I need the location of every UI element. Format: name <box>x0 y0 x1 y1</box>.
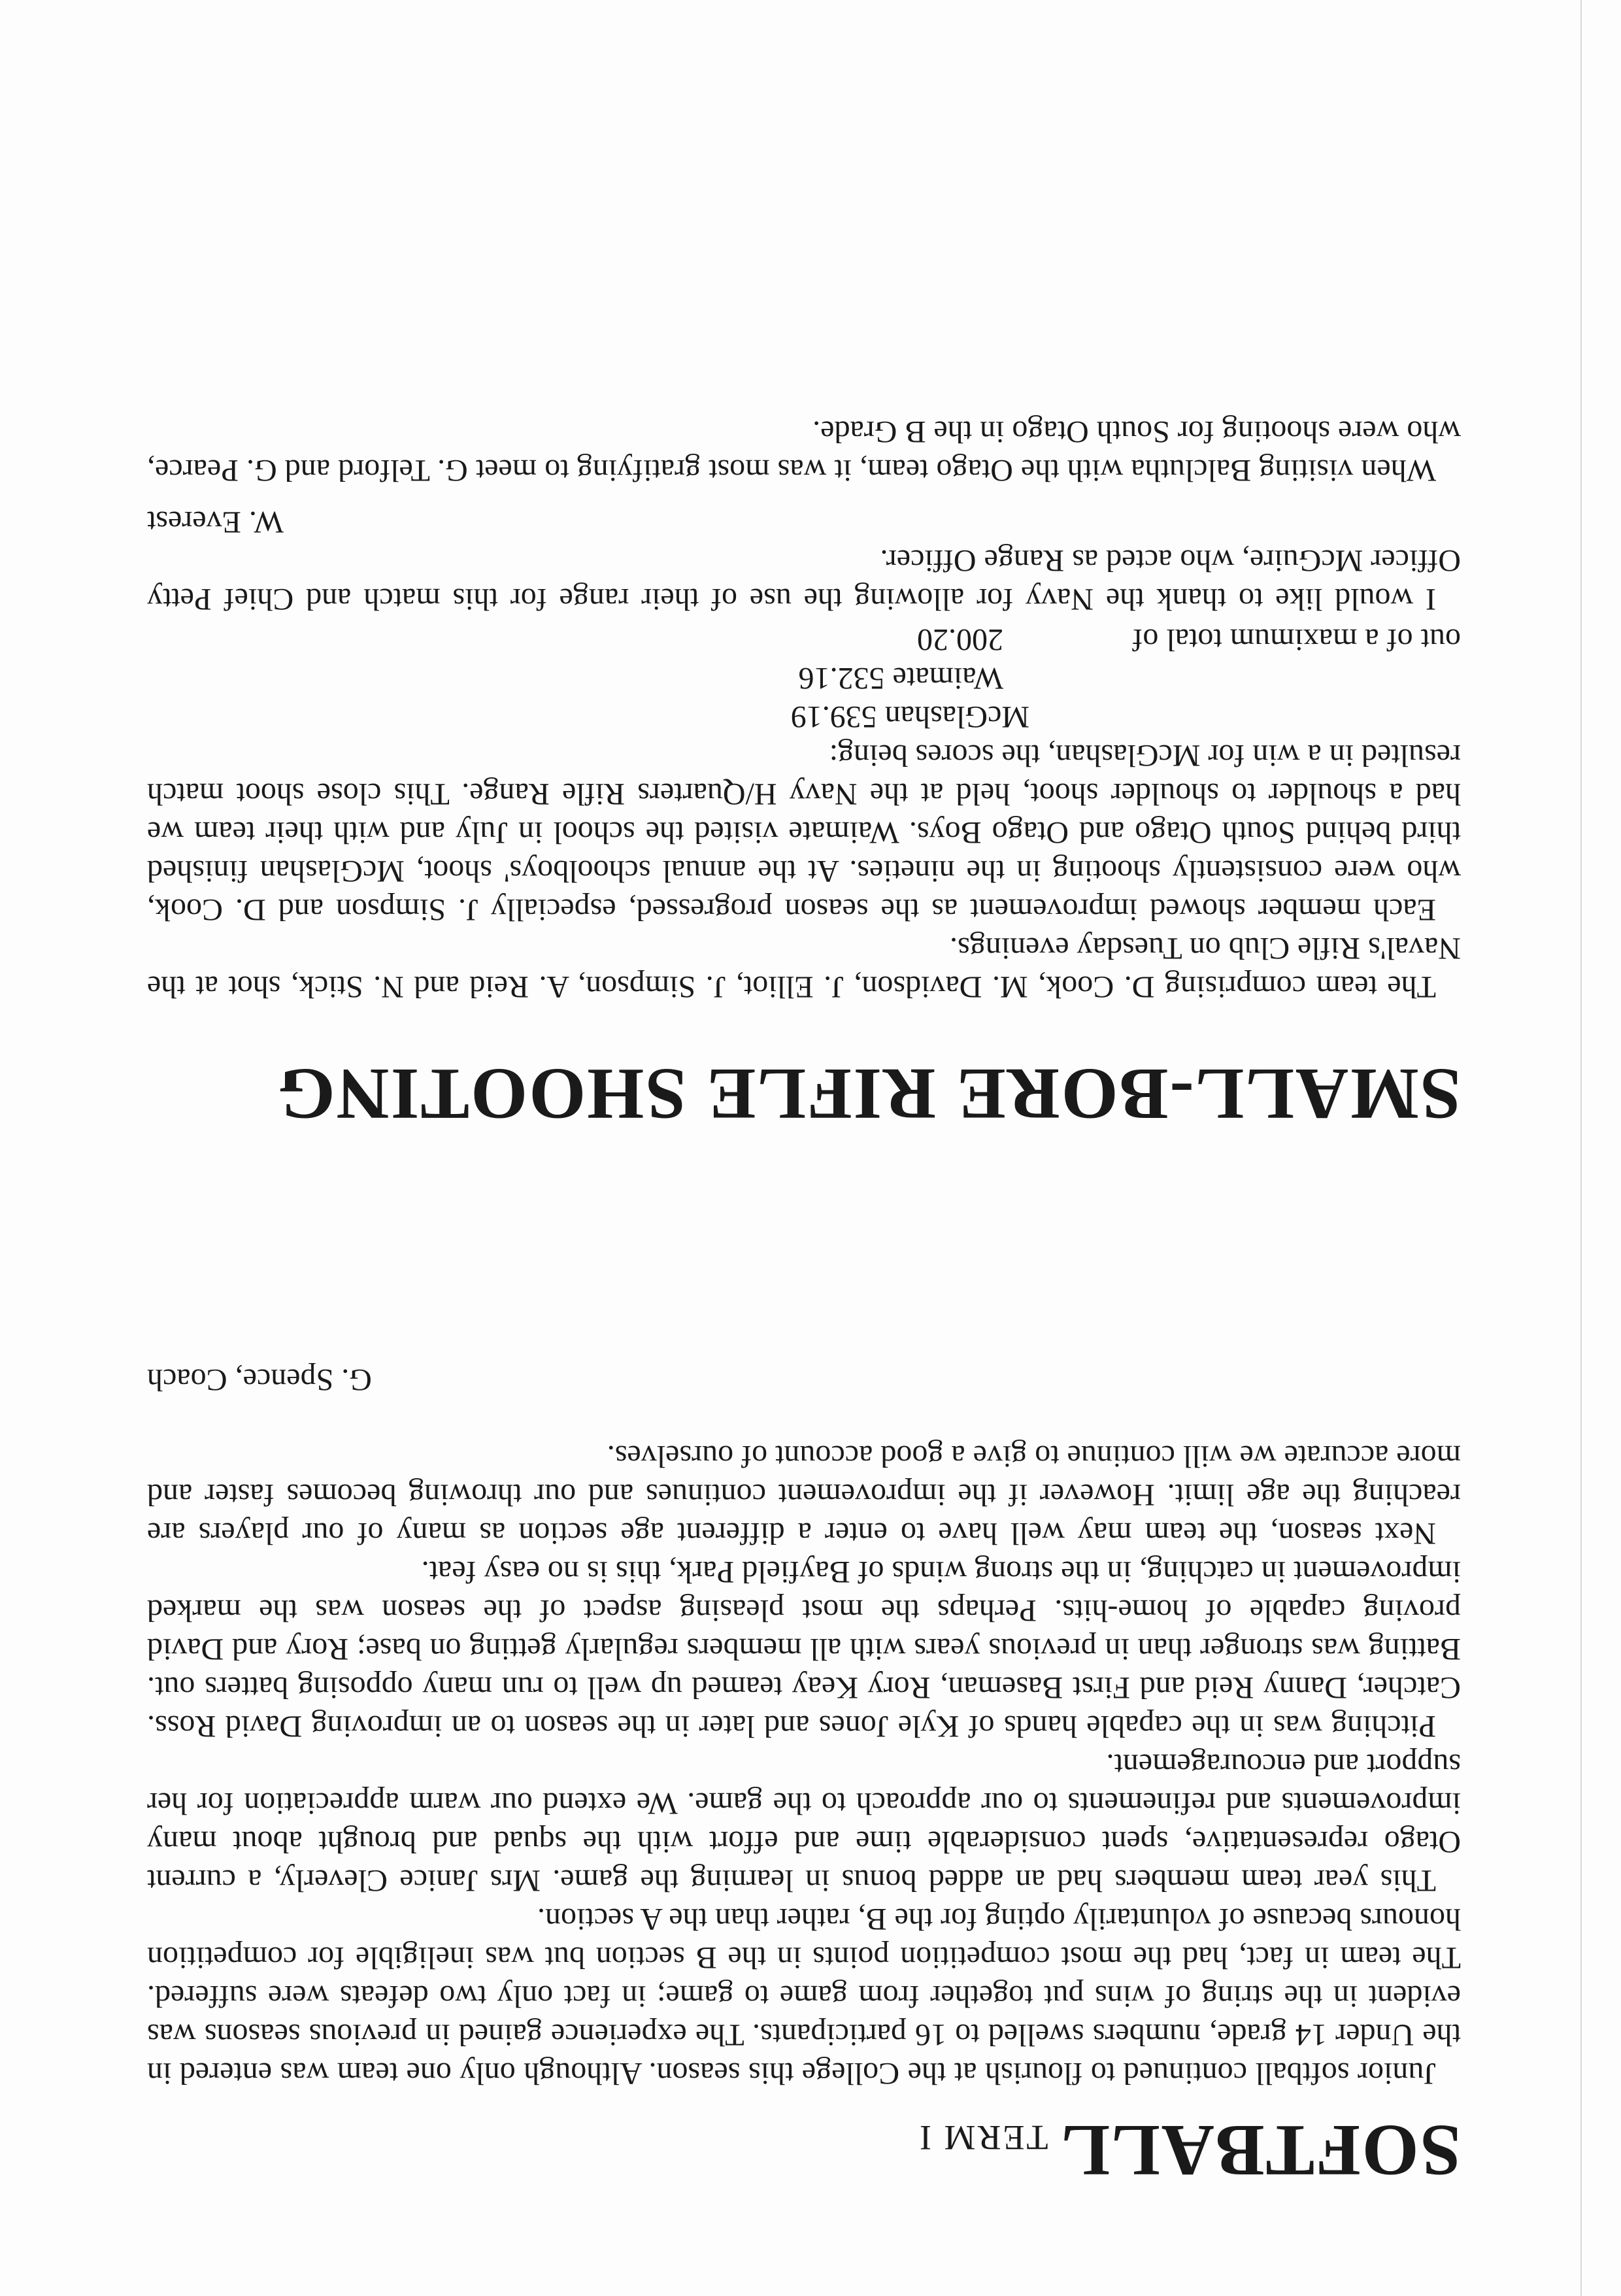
score-waimate: Waimate 532.16 <box>798 660 1003 696</box>
softball-paragraph-4: Next season, the team may well have to enter a different age section as many of our players are reaching the age limit. However if the improvement continues and our throwing becomes faster and more accurate we will continue to give a good account of ourselves. <box>147 1439 1461 1551</box>
score-mcglashan: McGlashan 539.19 <box>790 699 1029 734</box>
small-bore-heading: SMALL-BORE RIFLE SHOOTING <box>276 1053 1461 1135</box>
softball-paragraph-1: Junior softball continued to flourish at the College this season. Although only one team was entered in the Under 14 grade, numbers swelled to 16 participants. The experience gained in previous seasons was evident in the string of wins put together from game to game; in fact only two defeats were suffered. The team in fact, had the most competition points in the B section but was ineligible for competition honours because of voluntarily opting for the B, rather than the A section. <box>147 1902 1461 2091</box>
softball-term: TERM I <box>917 2118 1048 2157</box>
small-bore-body <box>147 413 1461 1006</box>
softball-paragraph-2: This year team members had an added bonus in learning the game. Mrs Janice Cleverly, a current Otago representative, spent considerable time and effort with the squad and brought about many improvements and refinements to our approach to the game. We extend our warm appreciation for her support and encouragement. <box>147 1747 1461 1899</box>
scan-edge-line <box>1580 0 1582 2296</box>
score-max-value: 200.20 <box>917 622 1003 657</box>
small-bore-paragraph-2: Each member showed improvement as the season progressed, especially J. Simpson and D. Cook, who were consistently shooting in the nineties. At the annual schoolboys' shoot, McGlashan finished third behind South Otago and Otago Boys. Waimate visited the school in July and with their team we had a shoulder to shoulder shoot, held at the Navy H/Quarters Rifle Range. This close shoot match resulted in a win for McGlashan, the scores being: <box>147 737 1461 927</box>
small-bore-signature: W. Everest <box>147 504 284 539</box>
small-bore-thanks: I would like to thank the Navy for allowing the use of their range for this match and Chief Petty Officer McGuire, who acted as Range Officer. <box>147 543 1461 616</box>
small-bore-visit: When visiting Balclutha with the Otago team, it was most gratifying to meet G. Telford and G. Pearce, who were shooting for South Otago in the B Grade. <box>147 414 1461 488</box>
softball-heading <box>147 2110 1461 2191</box>
score-block <box>147 618 1461 736</box>
softball-title: SOFTBALL <box>1060 2110 1461 2191</box>
page-content <box>147 413 1461 2191</box>
softball-body <box>147 1437 1461 2093</box>
small-bore-paragraph-1: The team comprising D. Cook, M. Davidson, J. Elliot, J. Simpson, A. Reid and N. Stick, shot at the Naval's Rifle Club on Tuesday evenings. <box>147 930 1461 1004</box>
softball-paragraph-3: Pitching was in the capable hands of Kyle Jones and later in the season to an improving David Ross. Catcher, Danny Reid and First Baseman, Rory Keay teamed up well to run many opposing batters out. Batting was stronger than in previous years with all members regularly getting on base; Rory and David proving capable of home-hits. Perhaps the most pleasing aspect of the season was the marked improvement in catching, in the strong winds of Bayfield Park, this is no easy feat. <box>147 1555 1461 1744</box>
softball-signature: G. Spence, Coach <box>147 1362 372 1398</box>
score-max-label: out of a maximum total of <box>1132 622 1461 657</box>
